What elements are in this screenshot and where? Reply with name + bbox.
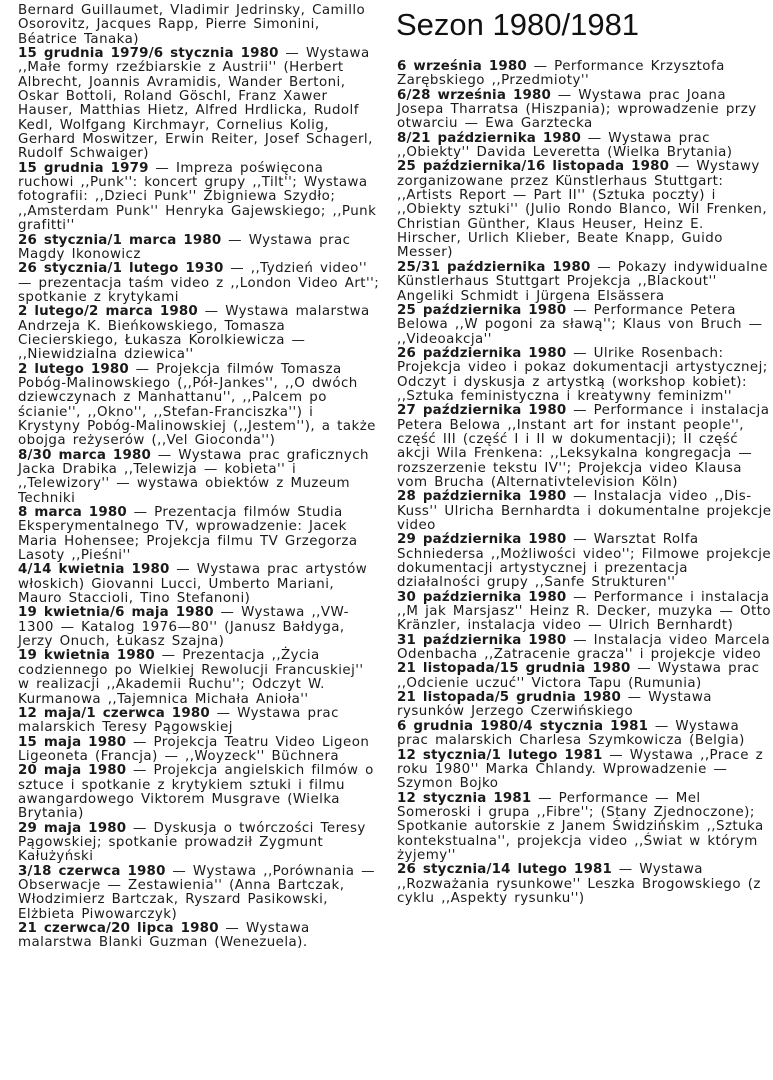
entry-description: — Wystawa malarstwa Andrzeja K. Bieńkowskiego, Tomasza Ciecierskiego, Łukasza Korolkiewicza — ,,Niewidzialna dziewica'': [18, 304, 370, 363]
entry-date: 2 lutego 1980: [18, 361, 129, 377]
entry-description: — Wystawa ,,Prace z roku 1980'' Marka Chlandy. Wprowadzenie — Szymon Bojko: [397, 747, 764, 792]
entry-date: 15 grudnia 1979/6 stycznia 1980: [18, 46, 279, 62]
entry-description: — Projekcja Teatru Video Ligeon Ligeoneta (Francja) — ,,Woyzeck'' Büchnera: [18, 734, 370, 764]
entry-description: — Dyskusja o twórczości Teresy Pągowskiej; spotkanie prowadził Zygmunt Kałużyński: [18, 820, 366, 865]
entry-date: 15 grudnia 1979: [18, 160, 149, 176]
entry-description: — Instalacja video Marcela Odenbacha ,,Zatracenie gracza'' i projekcje video: [397, 632, 771, 663]
entry-date: 21 listopada/15 grudnia 1980: [397, 661, 631, 677]
chronicle-entry: [18, 707, 380, 736]
entry-date: 21 czerwca/20 lipca 1980: [18, 921, 219, 936]
entry-description: — Wystawa malarstwa Blanki Guzman (Wenezuela).: [18, 921, 310, 951]
entry-description: — Wystawa ,,Porównania — Obserwacje — Zestawienia'' (Anna Bartczak, Włodzimierz Bartczak, Ryszard Pasikowski, Elżbieta Piwowarczyk): [18, 863, 375, 922]
entry-description: — Performance Petera Belowa ,,W pogoni za sławą''; Klaus von Bruch — ,,Videoakcja'': [397, 302, 763, 347]
entry-description: — Instalacja video ,,Dis-Kuss'' Ulricha Bernhardta i dokumentalne projekcje video: [397, 489, 772, 533]
entry-description: — Warsztat Rolfa Schniedersa ,,Możliwości video''; Filmowe projekcje dokumentacji artystycznej i prezentacja działalności grupy ,,Sanfe Strukturen'': [397, 532, 772, 591]
chronicle-entry: [18, 506, 380, 563]
chronicle-entry: [18, 822, 380, 865]
entry-description: — Wystawa ,,Małe formy rzeźbiarskie z Austrii'' (Herbert Albrecht, Joannis Avramidis, Wander Bertoni, Oskar Bottoli, Roland Göschl, Franz Xawer Hauser, Matthias Hietz, Alfred Hrdlicka, Rudolf Kedl, Wolfgang Kirchmayr, Cornelius Kolig, Gerhard Moswitzer, Erwin Reiter, Josef Schagerl, Rudolf Schwaiger): [18, 46, 373, 162]
entry-date: 20 maja 1980: [18, 763, 127, 779]
entry-date: 19 kwietnia/6 maja 1980: [18, 605, 214, 621]
chronicle-entry: [18, 262, 380, 305]
left-entry-list: [18, 47, 380, 951]
chronicle-entry: [18, 305, 380, 362]
entry-date: 26 października 1980: [397, 345, 567, 361]
entry-description: — Wystawa ,,Rozważania rysunkowe'' Leszka Brogowskiego (z cyklu ,,Aspekty rysunku''): [397, 862, 761, 906]
chronicle-entry: [397, 792, 772, 864]
chronicle-entry: [397, 490, 772, 533]
entry-date: 25/31 października 1980: [397, 259, 591, 275]
chronicle-entry: [18, 606, 380, 649]
entry-date: 4/14 kwietnia 1980: [18, 562, 170, 578]
chronicle-entry: [397, 749, 772, 792]
entry-description: — Ulrike Rosenbach: Projekcja video i pokaz dokumentacji artystycznej; Odczyt i dyskusja z artystką (workshop kobiet): ,,Sztuka feministyczna i kreatywny feminizm'': [397, 345, 768, 404]
entry-description: — Performance i instalacja ,,M jak Marsjasz'' Heinz R. Decker, muzyka — Otto Kränzler, instalacja video — Ulrich Bernhardt): [397, 589, 772, 634]
entry-date: 31 października 1980: [397, 632, 567, 648]
entry-description: — Wystawa prac graficznych Jacka Drabika ,,Telewizja — kobieta'' i ,,Telewizory'' — wystawa obiektów z Muzeum Techniki: [18, 447, 369, 506]
chronicle-entry: [397, 863, 772, 906]
chronicle-entry: [18, 922, 380, 951]
entry-date: 30 października 1980: [397, 589, 567, 605]
entry-date: 12 stycznia/1 lutego 1981: [397, 747, 603, 763]
chronicle-entry: [18, 234, 380, 263]
entry-date: 27 października 1980: [397, 403, 567, 419]
entry-date: 25 października 1980: [397, 302, 567, 318]
chronicle-entry: [397, 533, 772, 590]
entry-date: 21 listopada/5 grudnia 1980: [397, 690, 621, 706]
continued-artist-list: Bernard Guillaumet, Vladimir Jedrinsky, Camillo Osorovitz, Jacques Rapp, Pierre Simonini, Béatrice Tanaka): [18, 3, 366, 47]
entry-description: — Wystawa prac ,,Obiekty'' Davida Leveretta (Wielka Brytania): [397, 130, 733, 161]
entry-description: — Wystawa prac Magdy Ikonowicz: [18, 232, 351, 262]
right-entry-list: [397, 60, 772, 906]
entry-date: 12 maja/1 czerwca 1980: [18, 705, 210, 721]
entry-date: 6 września 1980: [397, 59, 527, 74]
entry-description: — Impreza poświęcona ruchowi ,,Punk'': koncert grupy ,,Tilt''; Wystawa fotografii: ,,Dzieci Punk'' Zbigniewa Szydło; ,,Amsterdam Punk'' Henryka Gajewskiego; ,,Punk grafitti'': [18, 160, 377, 234]
chronicle-entry: [397, 347, 772, 404]
entry-description: — Wystawa prac malarskich Charlesa Szymkowicza (Belgia): [397, 718, 745, 749]
entry-date: 8 marca 1980: [18, 505, 127, 521]
chronicle-entry: [397, 720, 772, 749]
chronicle-entry: [18, 47, 380, 162]
chronicle-entry: [397, 662, 772, 691]
entry-date: 6 grudnia 1980/4 stycznia 1981: [397, 718, 649, 734]
entry-description: — Performance — Mel Someroski i grupa ,,Fibre''; (Stany Zjednoczone); Spotkanie autorskie z Janem Świdzińskim ,,Sztuka kontekstualna'', projekcja video ,,Świat w którym żyjemy'': [397, 790, 764, 863]
chronicle-entry: [397, 404, 772, 490]
entry-description: — Wystawa prac ,,Odcienie uczuć'' Victora Tapu (Rumunia): [397, 661, 760, 691]
chronicle-entry: [18, 649, 380, 706]
chronicle-entry: [18, 865, 380, 922]
chronicle-entry: [397, 261, 772, 304]
entry-date: 15 maja 1980: [18, 734, 127, 750]
entry-description: — ,,Tydzień video'' — prezentacja taśm video z ,,London Video Art''; spotkanie z krytykami: [18, 261, 380, 305]
chronicle-entry: [18, 563, 380, 606]
entry-description: — Wystawa prac Joana Josepa Tharratsa (Hiszpania); wprowadzenie przy otwarciu — Ewa Garztecka: [397, 87, 757, 132]
chronicle-entry: [397, 304, 772, 347]
entry-description: — Performance Krzysztofa Zarębskiego ,,Przedmioty'': [397, 59, 725, 89]
entry-description: — Wystawa ,,VW-1300 — Katalog 1976—80'' (Janusz Bałdyga, Jerzy Onuch, Łukasz Szajna): [18, 605, 349, 650]
entry-description: — Wystawa prac malarskich Teresy Pągowskiej: [18, 705, 339, 736]
chronicle-entry: [18, 162, 380, 234]
entry-description: — Performance i instalacja Petera Belowa ,,Instant art for instant people'', część III (część I i II w dokumentacji); II część akcji Wila Frenkena: ,,Leksykalna kongregacja — rozszerzenie tekstu IV''; Projekcja video Klausa vom Brucha (Alternativtelevision Köln): [397, 403, 770, 490]
chronicle-entry: [18, 764, 380, 821]
left-column: [18, 4, 380, 951]
entry-date: 2 lutego/2 marca 1980: [18, 304, 198, 320]
section-title: Sezon 1980/1981: [396, 7, 640, 42]
entry-date: 26 stycznia/14 lutego 1981: [397, 862, 612, 878]
entry-description: — Projekcja filmów Tomasza Pobóg-Malinowskiego (,,Pół-Jankes'', ,,O dwóch dziewczynach z Manhattanu'', ,,Palcem po ścianie'', ,,Okno'', ,,Stefan-Franciszka'') i Krystyny Pobóg-Malinowskiej (,,Jestem''), a także obojga reżyserów (,,Vel Gioconda''): [18, 361, 376, 449]
entry-description: — Wystawa prac artystów włoskich) Giovanni Lucci, Umberto Mariani, Mauro Staccioli, Tino Stefanoni): [18, 562, 368, 607]
entry-description: — Prezentacja filmów Studia Eksperymentalnego TV, wprowadzenie: Jacek Maria Hohensee; Projekcja filmu TV Grzegorza Lasoty ,,Pieśni'': [18, 505, 358, 564]
entry-description: — Wystawy zorganizowane przez Künstlerhaus Stuttgart: ,,Artists Report — Part II'' (Sztuka poczty) i ,,Obiekty sztuki'' (Julio Rondo Blanco, Wil Frenken, Christian Günther, Klaus Heuser, Heinz E. Hirscher, Urlich Klieber, Beate Knapp, Guido Messer): [397, 159, 768, 261]
entry-date: 26 stycznia/1 marca 1980: [18, 232, 222, 248]
chronicle-entry: [397, 691, 772, 720]
entry-date: 25 października/16 listopada 1980: [397, 159, 670, 175]
entry-description: — Wystawa rysunków Jerzego Czerwińskiego: [397, 690, 712, 720]
entry-date: 28 października 1980: [397, 489, 567, 505]
chronicle-entry: [397, 89, 772, 132]
entry-date: 6/28 września 1980: [397, 87, 552, 103]
entry-description: — Projekcja angielskich filmów o sztuce i spotkanie z krytykiem sztuki i filmu awangardowego Viktorem Musgrave (Wielka Brytania): [18, 763, 374, 822]
entry-date: 12 stycznia 1981: [397, 790, 532, 806]
chronicle-entry: [397, 591, 772, 634]
chronicle-entry: [397, 634, 772, 663]
chronicle-entry: [397, 160, 772, 260]
entry-date: 3/18 czerwca 1980: [18, 863, 166, 879]
entry-date: 8/21 października 1980: [397, 130, 581, 146]
entry-description: — Prezentacja ,,Życia codziennego po Wielkiej Rewolucji Francuskiej'' w realizacji ,,Akademii Ruchu''; Odczyt W. Kurmanowa ,,Tajemnica Michała Anioła'': [18, 648, 364, 707]
entry-date: 29 października 1980: [397, 532, 567, 548]
entry-description: — Pokazy indywidualne Künstlerhaus Stuttgart Projekcja ,,Blackout'' Angeliki Schmidt i Jürgena Elsässera: [397, 259, 768, 304]
chronicle-entry: [18, 363, 380, 449]
entry-date: 26 stycznia/1 lutego 1930: [18, 261, 224, 277]
entry-date: 8/30 marca 1980: [18, 447, 152, 463]
chronicle-entry: [18, 736, 380, 765]
right-column: [397, 0, 772, 906]
chronicle-entry: [397, 132, 772, 161]
chronicle-entry: [397, 60, 772, 89]
chronicle-entry: [18, 449, 380, 506]
entry-date: 29 maja 1980: [18, 820, 127, 836]
entry-date: 19 kwietnia 1980: [18, 648, 155, 664]
